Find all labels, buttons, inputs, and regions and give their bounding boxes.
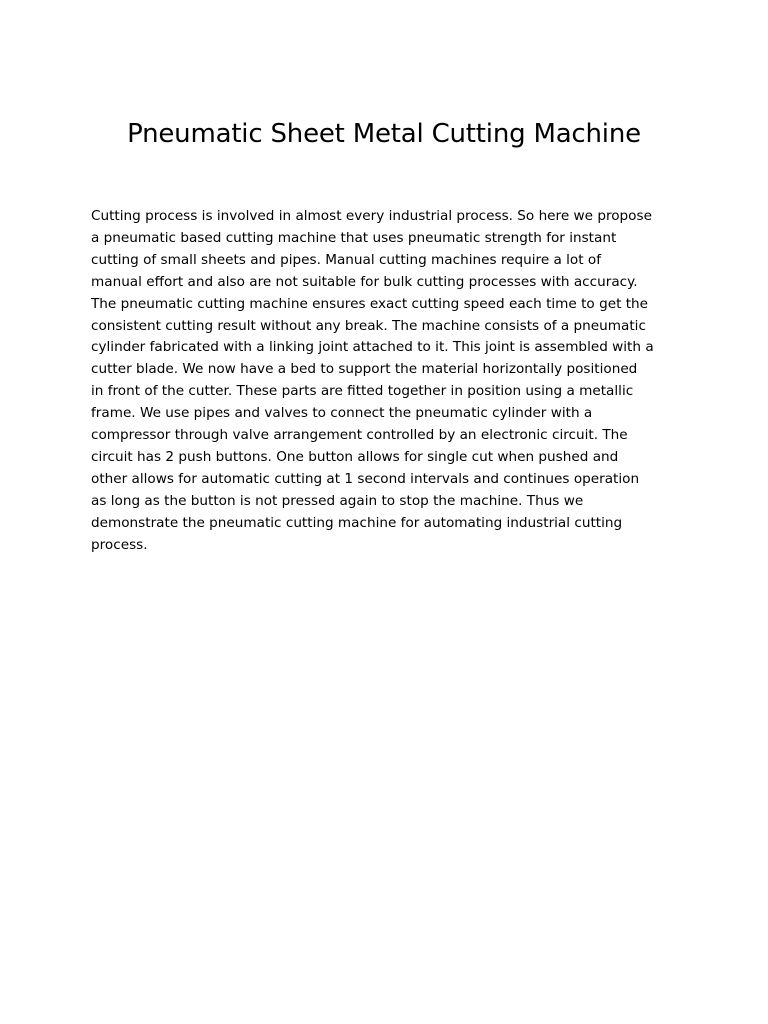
paragraph-line: process. — [91, 536, 148, 553]
paragraph-line: demonstrate the pneumatic cutting machine for automating industrial cutting — [91, 514, 623, 531]
paragraph-line: in front of the cutter. These parts are fitted together in position using a metallic — [91, 383, 634, 400]
paragraph-line: consistent cutting result without any break. The machine consists of a pneumatic — [91, 317, 646, 334]
paragraph-line: circuit has 2 push buttons. One button allows for single cut when pushed and — [91, 448, 619, 465]
paragraph-line: cutting of small sheets and pipes. Manual cutting machines require a lot of — [91, 251, 601, 268]
paragraph-line: other allows for automatic cutting at 1 second intervals and continues operation — [91, 470, 640, 487]
paragraph-line: manual effort and also are not suitable for bulk cutting processes with accuracy. — [91, 273, 638, 290]
paragraph-line: cutter blade. We now have a bed to support the material horizontally positioned — [91, 361, 638, 378]
paragraph-line: as long as the button is not pressed again to stop the machine. Thus we — [91, 492, 584, 509]
document-title: Pneumatic Sheet Metal Cutting Machine — [127, 119, 641, 149]
body-paragraph — [91, 206, 691, 557]
paragraph-line: cylinder fabricated with a linking joint attached to it. This joint is assembled with a — [91, 339, 654, 356]
paragraph-line: compressor through valve arrangement controlled by an electronic circuit. The — [91, 427, 628, 444]
paragraph-line: frame. We use pipes and valves to connect the pneumatic cylinder with a — [91, 405, 593, 422]
paragraph-line: Cutting process is involved in almost every industrial process. So here we propose — [91, 208, 652, 224]
paragraph-line: The pneumatic cutting machine ensures exact cutting speed each time to get the — [91, 295, 649, 312]
paragraph-line: a pneumatic based cutting machine that uses pneumatic strength for instant — [91, 229, 617, 246]
